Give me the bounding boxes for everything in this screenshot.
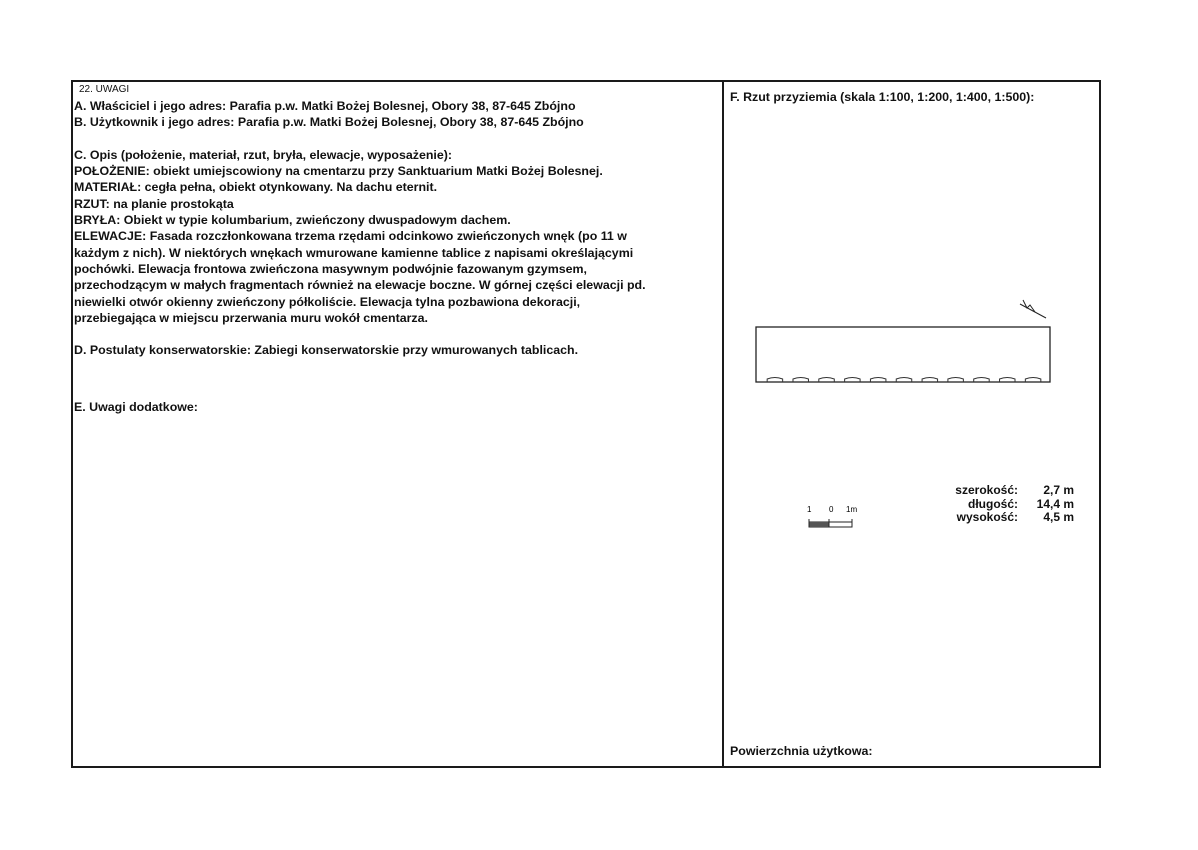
niche-mark	[974, 378, 989, 383]
north-arrow-icon	[1020, 300, 1046, 318]
niche-mark	[1025, 378, 1040, 383]
niche-mark	[845, 378, 860, 383]
niche-mark	[870, 378, 885, 383]
niches-row	[767, 378, 1041, 383]
dimension-row	[942, 511, 1074, 525]
remarks-line: E. Uwagi dodatkowe:	[74, 399, 198, 414]
scale-label-1m: 1m	[846, 505, 858, 514]
description-line: BRYŁA: Obiekt w typie kolumbarium, zwieńczony dwuspadowym dachem.	[74, 213, 511, 228]
user-line: B. Użytkownik i jego adres: Parafia p.w. Matki Bożej Bolesnej, Obory 38, 87-645 Zbójno	[74, 115, 584, 130]
niche-mark	[767, 378, 782, 383]
section-number: 22. UWAGI	[79, 84, 130, 95]
building-outline	[756, 327, 1050, 382]
niche-mark	[1000, 378, 1015, 383]
description-line: POŁOŻENIE: obiekt umiejscowiony na cmentarzu przy Sanktuarium Matki Bożej Bolesnej.	[74, 164, 603, 179]
remarks-column	[73, 82, 724, 766]
description-line: ELEWACJE: Fasada rozczłonkowana trzema rzędami odcinkowo zwieńczonych wnęk (po 11 w	[74, 229, 627, 244]
dimension-label: wysokość:	[956, 510, 1018, 524]
dimension-value: 4,5 m	[1043, 510, 1074, 524]
scale-label-1: 1	[807, 505, 812, 514]
dimension-row	[942, 484, 1074, 498]
niche-mark	[793, 378, 808, 383]
usable-area-label: Powierzchnia użytkowa:	[730, 744, 873, 758]
dimension-label: szerokość:	[955, 483, 1018, 497]
description-heading: C. Opis (położenie, materiał, rzut, bryła, elewacje, wyposażenie):	[74, 147, 453, 162]
description-line: pochówki. Elewacja frontowa zwieńczona masywnym podwójnie fazowanym gzymsem,	[74, 261, 587, 276]
description-line: MATERIAŁ: cegła pełna, obiekt otynkowany. Na dachu eternit.	[74, 180, 438, 195]
dimension-row	[942, 498, 1074, 512]
niche-mark	[819, 378, 834, 383]
scale-bar	[807, 505, 857, 527]
niche-mark	[922, 378, 937, 383]
plan-column	[724, 82, 1099, 766]
niche-mark	[948, 378, 963, 383]
ground-plan-drawing	[724, 82, 1100, 768]
description-line: przechodzącym w małych fragmentach również na elewacje boczne. W górnej części elewacji pd.	[74, 278, 646, 293]
dimension-value: 14,4 m	[1036, 496, 1074, 511]
plan-heading: F. Rzut przyziemia (skala 1:100, 1:200, 1:400, 1:500):	[730, 90, 1035, 104]
inventory-card	[71, 80, 1101, 768]
dimension-label: długość:	[968, 496, 1018, 511]
description-line: niewielki otwór okienny zwieńczony półkoliście. Elewacja tylna pozbawiona dekoracji,	[74, 294, 581, 309]
scale-label-0: 0	[829, 505, 834, 514]
dimension-value: 2,7 m	[1043, 483, 1074, 497]
description-line: każdym z nich). W niektórych wnękach wmurowane kamienne tablice z napisami określającymi	[74, 245, 634, 260]
description-line: przebiegająca w miejscu przerwania muru wokół cmentarza.	[74, 310, 428, 325]
niche-mark	[896, 378, 911, 383]
remarks-text	[74, 98, 722, 415]
description-line: RZUT: na planie prostokąta	[74, 196, 234, 211]
dimensions-table	[942, 484, 1074, 525]
owner-line: A. Właściciel i jego adres: Parafia p.w. Matki Bożej Bolesnej, Obory 38, 87-645 Zbójno	[74, 99, 576, 113]
postulates-line: D. Postulaty konserwatorskie: Zabiegi konserwatorskie przy wmurowanych tablicach.	[74, 343, 579, 358]
